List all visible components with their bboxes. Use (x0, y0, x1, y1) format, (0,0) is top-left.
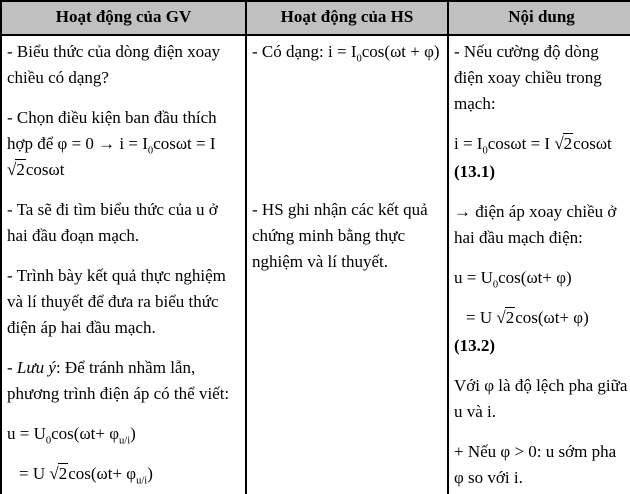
paragraph: = U √2cos(ωt+ φ) (466, 308, 589, 327)
paragraph: (13.2) (454, 336, 496, 355)
paragraph: (13.1) (454, 162, 496, 181)
cell-content (448, 35, 630, 494)
cell-teacher-activities (1, 35, 246, 494)
sqrt-radical: √2 (49, 464, 68, 483)
paragraph: - HS ghi nhận các kết quả chứng minh bằng thực nghiệm và lí thuyết. (252, 200, 428, 271)
sqrt-radical: √2 (7, 160, 25, 179)
paragraph: - Trình bày kết quả thực nghiệm và lí thuyết để đưa ra biểu thức điện áp hai đầu mạch. (7, 266, 226, 337)
paragraph: - Có dạng: $i = I_0\cos(\omega t + \varphi)$ (252, 42, 440, 65)
cell-student-activities (246, 35, 448, 494)
paragraph: - Nếu cường độ dòng điện xoay chiều trong mạch: (454, 42, 602, 113)
header-content: Nội dung (448, 1, 630, 35)
paragraph: $u = U_0\cos(\omega t+ \varphi_{u/i})$ (7, 424, 136, 447)
paragraph: $u = U_0\cos(\omega t+ \varphi)$ (454, 268, 572, 291)
paragraph: - Chọn điều kiện ban đầu thích hợp để $\varphi = 0 \to i = I_0\cos\omega t = I$ √2cosωt (7, 108, 217, 179)
paragraph: - Lưu ý: Để tránh nhầm lẫn, phương trình điện áp có thể viết: (7, 358, 230, 403)
paragraph: - Ta sẽ đi tìm biểu thức của u ở hai đầu đoạn mạch. (7, 200, 218, 245)
sqrt-radical: √2 (554, 134, 573, 153)
paragraph: - Biểu thức của dòng điện xoay chiều có dạng? (7, 42, 221, 87)
header-teacher-activities: Hoạt động của GV (1, 1, 246, 35)
sqrt-radical: √2 (496, 308, 515, 327)
header-student-activities: Hoạt động của HS (246, 1, 448, 35)
body-row (1, 35, 630, 494)
paragraph: + Nếu φ > 0: u sớm pha φ so với i. (454, 442, 617, 487)
paragraph: = U $√2\cos(\omega t+ \varphi_{u/i})$ (19, 464, 153, 487)
paragraph: → điện áp xoay chiều ở hai đầu mạch điện: (454, 202, 617, 247)
header-row (1, 1, 630, 35)
paragraph: $i = I_0\cos\omega t = I$ √2cosωt (454, 134, 612, 157)
paragraph: Với φ là độ lệch pha giữa u và i. (454, 376, 628, 421)
